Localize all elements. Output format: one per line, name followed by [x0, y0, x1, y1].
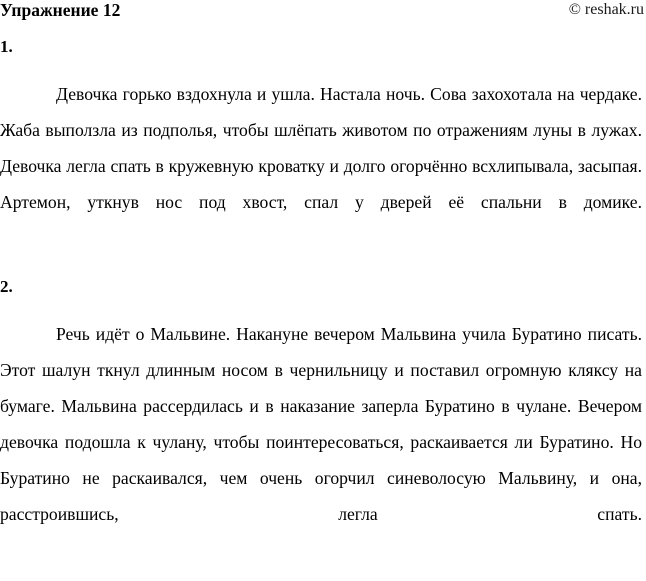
- answers-container: [0, 36, 646, 568]
- answer-text-2: Речь идёт о Мальвине. Накануне вечером Мальвина учила Буратино писать. Этот шалун ткнул длинным носом в чернильницу и поставил огромную кляксу на бумаге. Мальвина рассердилась и в наказание заперла Буратино в чулане. Вечером девочка подошла к чулану, чтобы поинтересоваться, раскаивается ли Буратино. Но Буратино не раскаивался, чем очень огорчил синеволосую Мальвину, и она, расстроившись, легла спать.: [0, 324, 642, 524]
- answer-number-1: 1.: [0, 37, 13, 56]
- page-header: [0, 0, 646, 24]
- answer-block-1: [0, 36, 646, 256]
- answer-number-2: 2.: [0, 277, 13, 296]
- answer-text-1: Девочка горько вздохнула и ушла. Настала ночь. Сова захохотала на чердаке. Жаба выползла из подполья, чтобы шлёпать животом по отражениям луны в лужах. Девочка легла спать в кружевную кроватку и долго огорчённо всхлипывала, засыпая. Артемон, уткнув нос под хвост, спал у дверей её спальни в домике.: [0, 84, 642, 212]
- copyright-watermark: © reshak.ru: [568, 1, 644, 18]
- page-title: Упражнение 12: [0, 0, 121, 20]
- answer-block-2: [0, 276, 646, 568]
